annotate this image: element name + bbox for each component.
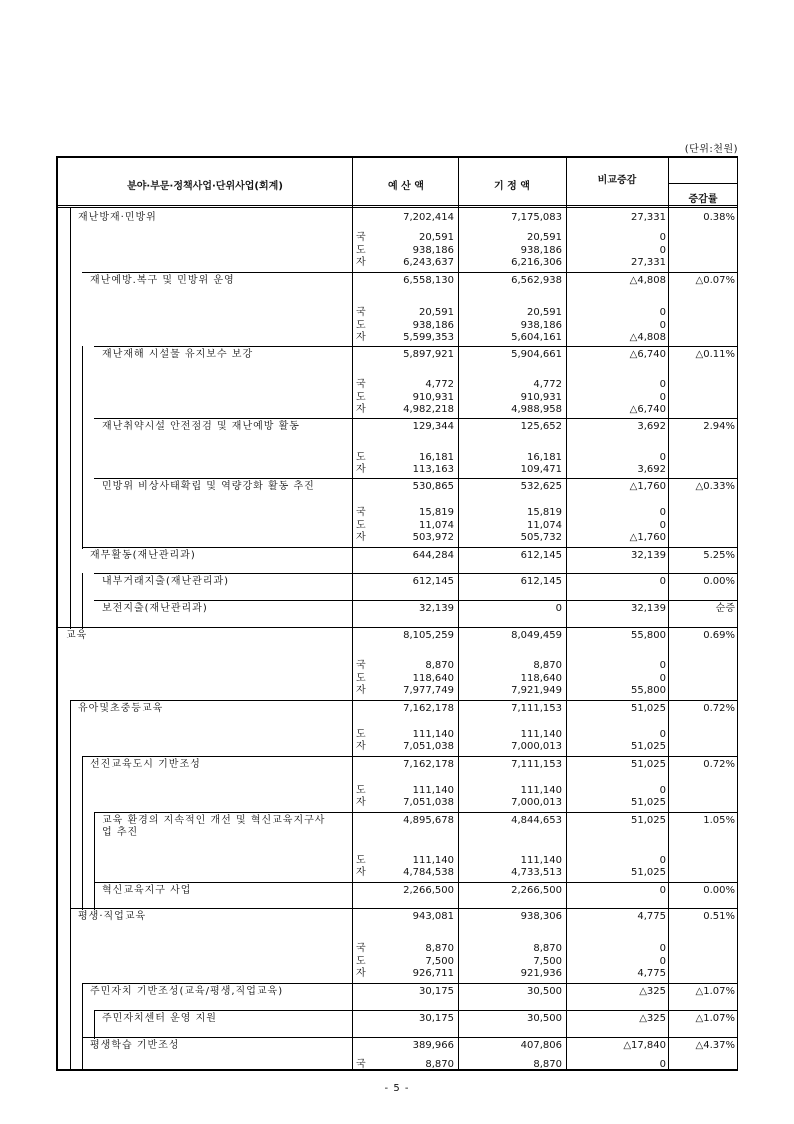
fund-prior: 20,591 [527,232,562,244]
row-name: 유아및초중등교육 [78,703,164,714]
fund-diff: △6,740 [629,404,666,415]
fund-budget: 7,051,038 [403,797,454,808]
unit-note: (단위:천원) [684,144,738,155]
row-diff: △6,740 [629,349,666,360]
fund-budget: 7,051,038 [403,741,454,752]
fund-prior: 5,604,161 [511,332,562,343]
row-rate: 0.00% [703,885,735,896]
fund-prior: 7,500 [533,955,562,967]
fund-prior: 921,936 [520,968,562,979]
row-prior: 612,145 [520,576,562,587]
row-name: 재난취약시설 안전점검 및 재난예방 활동 [102,421,300,432]
row-name: 교육 환경의 지속적인 개선 및 혁신교육지구사 [102,815,326,826]
row-rate: 5.25% [703,550,735,561]
indent-line [82,573,83,629]
fund-source: 자 [356,257,366,268]
fund-prior: 7,000,013 [511,797,562,808]
row-diff: 27,331 [631,212,666,223]
row-rate: △0.11% [695,349,735,360]
fund-diff: 51,025 [631,867,666,878]
row-budget: 612,145 [412,576,454,587]
row-divider [94,882,738,883]
row-budget: 2,266,500 [403,885,454,896]
fund-source: 도 [356,391,366,403]
row-rate: 0.72% [703,759,735,770]
fund-prior: 6,216,306 [511,257,562,268]
fund-diff: 51,025 [631,741,666,752]
fund-source: 국 [356,379,366,391]
indent-line [82,756,83,910]
fund-source: 도 [356,672,366,684]
fund-source: 국 [356,307,366,319]
fund-source: 도 [356,519,366,531]
fund-prior: 4,772 [533,379,562,391]
fund-prior: 4,988,958 [511,404,562,415]
fund-prior: 8,870 [533,660,562,672]
header-prior: 기 정 액 [494,181,530,192]
fund-diff: 0 [659,307,666,319]
fund-prior: 111,140 [520,854,562,866]
row-prior: 2,266,500 [511,885,562,896]
fund-budget: 4,784,538 [403,867,454,878]
fund-budget: 20,591 [419,232,454,244]
row-diff: 4,775 [637,911,666,922]
fund-source: 도 [356,955,366,967]
row-prior: 612,145 [520,550,562,561]
row-name: 내부거래지출(재난관리과) [102,576,230,587]
fund-diff: 3,692 [637,464,666,475]
fund-budget: 4,772 [425,379,454,391]
fund-prior: 11,074 [527,519,562,531]
fund-budget: 111,140 [412,784,454,796]
fund-prior: 4,733,513 [511,867,562,878]
fund-prior: 16,181 [527,451,562,463]
fund-prior: 938,186 [520,319,562,331]
fund-prior: 938,186 [520,244,562,256]
header-rate: 증감률 [688,194,718,205]
row-diff: 51,025 [631,703,666,714]
row-rate: 0.69% [703,630,735,641]
table-header [58,158,738,208]
fund-diff: 27,331 [631,257,666,268]
row-divider [70,700,738,701]
fund-budget: 503,972 [412,532,454,543]
row-rate: △0.33% [695,481,735,492]
row-divider [70,908,738,909]
row-rate: 0.38% [703,212,735,223]
fund-source: 국 [356,660,366,672]
page-number: - 5 - [384,1083,410,1094]
fund-budget: 938,186 [412,319,454,331]
fund-prior: 20,591 [527,307,562,319]
fund-prior: 15,819 [527,507,562,519]
fund-prior: 7,921,949 [511,685,562,696]
row-divider [94,600,738,601]
row-prior: 6,562,938 [511,275,562,286]
row-budget: 389,966 [412,1040,454,1051]
fund-source: 도 [356,244,366,256]
row-rate: 1.05% [703,815,735,826]
fund-diff: 0 [659,854,666,866]
row-diff: △325 [639,1013,666,1024]
row-budget: 8,105,259 [403,630,454,641]
indent-line [70,700,71,1071]
fund-source: 도 [356,319,366,331]
fund-source: 도 [356,451,366,463]
row-name: 재난예방.복구 및 민방위 운영 [90,275,235,286]
column-line [458,208,459,1071]
row-budget: 7,162,178 [403,703,454,714]
row-rate: 0.00% [703,576,735,587]
fund-budget: 113,163 [412,464,454,475]
fund-budget: 8,870 [425,943,454,955]
row-prior: 125,652 [520,421,562,432]
column-line [668,208,669,1071]
row-budget: 7,162,178 [403,759,454,770]
budget-table [56,156,738,1071]
row-budget: 530,865 [412,481,454,492]
row-diff: △17,840 [623,1040,666,1051]
fund-budget: 111,140 [412,854,454,866]
fund-diff: 0 [659,672,666,684]
row-divider [82,983,738,984]
row-name: 재무활동(재난관리과) [90,550,196,561]
fund-budget: 5,599,353 [403,332,454,343]
fund-source: 국 [356,507,366,519]
fund-source: 자 [356,968,366,979]
row-budget: 129,344 [412,421,454,432]
header-diff: 비교증감 [597,175,637,186]
fund-source: 도 [356,728,366,740]
fund-budget: 910,931 [412,391,454,403]
fund-prior: 109,471 [520,464,562,475]
fund-diff: 0 [659,660,666,672]
row-prior: 5,904,661 [511,349,562,360]
row-prior: 532,625 [520,481,562,492]
row-budget: 5,897,921 [403,349,454,360]
row-prior: 7,111,153 [511,703,562,714]
fund-source: 자 [356,332,366,343]
row-diff: 3,692 [637,421,666,432]
row-diff: 0 [659,885,666,896]
fund-budget: 15,819 [419,507,454,519]
fund-budget: 938,186 [412,244,454,256]
indent-line [70,208,71,629]
fund-diff: 51,025 [631,797,666,808]
fund-diff: 0 [659,784,666,796]
fund-diff: 4,775 [637,968,666,979]
row-diff: △325 [639,986,666,997]
fund-budget: 926,711 [412,968,454,979]
fund-prior: 7,000,013 [511,741,562,752]
header-category: 분야·부문·정책사업·단위사업(회계) [127,181,283,192]
row-divider [82,756,738,757]
row-diff: 32,139 [631,550,666,561]
fund-diff: 0 [659,391,666,403]
fund-source: 도 [356,784,366,796]
fund-diff: 0 [659,232,666,244]
fund-prior: 118,640 [520,672,562,684]
fund-diff: △4,808 [629,332,666,343]
fund-diff: 0 [659,728,666,740]
row-prior: 30,500 [527,986,562,997]
row-divider [58,627,738,628]
fund-budget: 4,982,218 [403,404,454,415]
row-diff: 51,025 [631,815,666,826]
row-divider [82,1037,738,1038]
fund-diff: 55,800 [631,685,666,696]
row-divider [94,812,738,813]
row-divider [82,547,738,548]
row-divider [94,573,738,574]
row-name: 평생·직업교육 [78,911,147,922]
row-rate: 0.72% [703,703,735,714]
indent-line [82,983,83,1071]
fund-budget: 111,140 [412,728,454,740]
row-budget: 6,558,130 [403,275,454,286]
row-prior: 7,175,083 [511,212,562,223]
indent-line [82,346,83,549]
fund-source: 국 [356,943,366,955]
fund-source: 자 [356,532,366,543]
row-prior: 8,049,459 [511,630,562,641]
row-divider [94,478,738,479]
row-rate: 2.94% [703,421,735,432]
fund-source: 자 [356,464,366,475]
fund-prior: 111,140 [520,784,562,796]
fund-source: 자 [356,797,366,808]
row-rate: △1.07% [695,1013,735,1024]
fund-prior: 111,140 [520,728,562,740]
fund-diff: 0 [659,319,666,331]
fund-budget: 7,977,749 [403,685,454,696]
fund-prior: 505,732 [520,532,562,543]
fund-budget: 118,640 [412,672,454,684]
row-prior: 407,806 [520,1040,562,1051]
row-prior: 30,500 [527,1013,562,1024]
indent-line [94,812,95,910]
fund-prior: 910,931 [520,391,562,403]
row-name: 주민자치 기반조성(교육/평생,직업교육) [90,986,284,997]
row-name: 보전지출(재난관리과) [102,603,208,614]
fund-source: 도 [356,854,366,866]
row-rate: △0.07% [695,275,735,286]
row-prior: 7,111,153 [511,759,562,770]
row-budget: 644,284 [412,550,454,561]
row-budget: 30,175 [419,1013,454,1024]
row-rate: 순증 [715,603,735,614]
fund-diff: 0 [659,244,666,256]
row-diff: 0 [659,576,666,587]
row-diff: △1,760 [629,481,666,492]
row-budget: 943,081 [412,911,454,922]
fund-source: 자 [356,404,366,415]
row-name: 교육 [66,630,88,641]
column-line [566,208,567,1071]
row-divider [94,418,738,419]
row-rate: 0.51% [703,911,735,922]
row-name: 주민자치센터 운영 지원 [102,1013,217,1024]
fund-diff: 0 [659,507,666,519]
row-budget: 4,895,678 [403,815,454,826]
indent-line [94,1010,95,1039]
fund-prior: 8,870 [533,1059,562,1070]
row-rate: △1.07% [695,986,735,997]
fund-source: 자 [356,685,366,696]
fund-diff: 0 [659,1059,666,1070]
row-divider [82,272,738,273]
fund-budget: 6,243,637 [403,257,454,268]
fund-diff: △1,760 [629,532,666,543]
row-diff: 32,139 [631,603,666,614]
row-name: 재난재해 시설물 유지보수 보강 [102,349,254,360]
fund-diff: 0 [659,379,666,391]
fund-budget: 11,074 [419,519,454,531]
fund-diff: 0 [659,955,666,967]
fund-diff: 0 [659,943,666,955]
row-prior: 0 [555,603,562,614]
fund-diff: 0 [659,451,666,463]
header-budget: 예 산 액 [388,181,424,192]
fund-prior: 8,870 [533,943,562,955]
row-rate: △4.37% [695,1040,735,1051]
fund-budget: 8,870 [425,1059,454,1070]
row-name: 평생학습 기반조성 [90,1040,180,1051]
fund-source: 국 [356,1059,366,1070]
column-line [352,208,353,1071]
row-budget: 30,175 [419,986,454,997]
row-name-cont: 업 추진 [102,827,139,838]
fund-source: 자 [356,867,366,878]
row-divider [94,346,738,347]
fund-budget: 16,181 [419,451,454,463]
fund-budget: 20,591 [419,307,454,319]
fund-budget: 8,870 [425,660,454,672]
row-name: 재난방재·민방위 [78,212,157,223]
row-name: 혁신교육지구 사업 [102,885,192,896]
fund-source: 국 [356,232,366,244]
row-prior: 4,844,653 [511,815,562,826]
row-prior: 938,306 [520,911,562,922]
row-budget: 7,202,414 [403,212,454,223]
row-budget: 32,139 [419,603,454,614]
fund-budget: 7,500 [425,955,454,967]
row-diff: △4,808 [629,275,666,286]
row-name: 민방위 비상사태확립 및 역량강화 활동 추진 [102,481,315,492]
row-diff: 55,800 [631,630,666,641]
fund-source: 자 [356,741,366,752]
row-divider [94,1010,738,1011]
row-diff: 51,025 [631,759,666,770]
fund-diff: 0 [659,519,666,531]
row-name: 선진교육도시 기반조성 [90,759,201,770]
